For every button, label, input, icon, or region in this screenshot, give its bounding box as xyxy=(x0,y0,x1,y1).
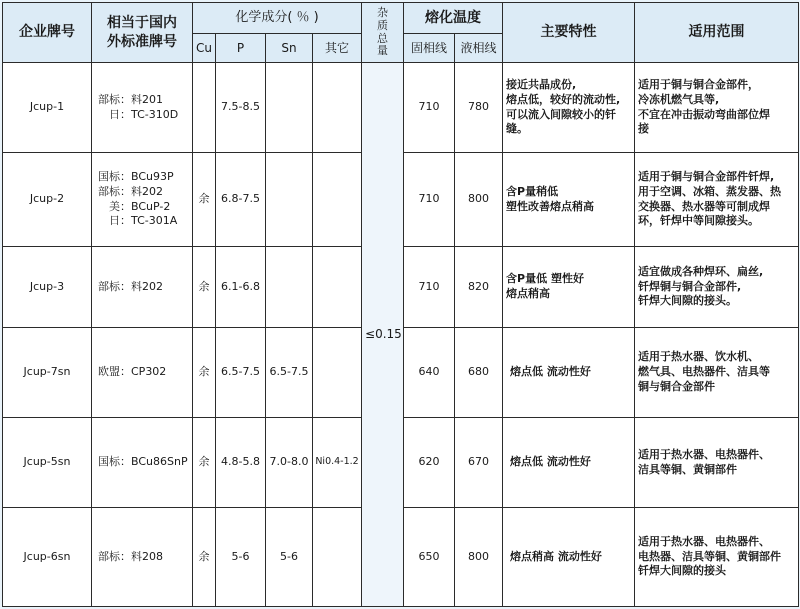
sn-cell: 7.0-8.0 xyxy=(266,418,313,508)
p-cell: 6.8-7.5 xyxy=(216,153,266,247)
p-cell: 5-6 xyxy=(216,508,266,607)
features-cell: 熔点低 流动性好 xyxy=(503,328,635,418)
equivalent-cell: 部标：料201 日：TC-310D xyxy=(92,63,193,153)
header-solidus: 固相线 xyxy=(404,34,455,63)
solidus-cell: 710 xyxy=(404,63,455,153)
features-cell: 含P量低 塑性好 熔点稍高 xyxy=(503,247,635,328)
header-cu: Cu xyxy=(193,34,216,63)
other-cell xyxy=(313,63,362,153)
other-cell: Ni0.4-1.2 xyxy=(313,418,362,508)
liquidus-cell: 800 xyxy=(455,508,503,607)
header-brand: 企业牌号 xyxy=(3,3,92,63)
header-equivalent: 相当于国内 外标准牌号 xyxy=(92,3,193,63)
equivalent-cell: 国标：BCu86SnP xyxy=(92,418,193,508)
sn-cell xyxy=(266,247,313,328)
solidus-cell: 710 xyxy=(404,153,455,247)
header-sn: Sn xyxy=(266,34,313,63)
cu-cell xyxy=(193,63,216,153)
features-cell: 熔点低 流动性好 xyxy=(503,418,635,508)
cu-cell: 余 xyxy=(193,508,216,607)
equivalent-cell: 欧盟：CP302 xyxy=(92,328,193,418)
other-cell xyxy=(313,153,362,247)
solidus-cell: 620 xyxy=(404,418,455,508)
header-usage: 适用范围 xyxy=(635,3,799,63)
features-cell: 熔点稍高 流动性好 xyxy=(503,508,635,607)
usage-cell: 适用于热水器、电热器件、 洁具等铜、黄铜部件 xyxy=(635,418,799,508)
solidus-cell: 710 xyxy=(404,247,455,328)
impurity-total-cell: ≤0.15 xyxy=(362,63,404,607)
header-other: 其它 xyxy=(313,34,362,63)
usage-cell: 适用于热水器、电热器件、 电热器、洁具等铜、黄铜部件 钎焊大间隙的接头 xyxy=(635,508,799,607)
usage-cell: 适用于热水器、饮水机、 燃气具、电热器件、洁具等 铜与铜合金部件 xyxy=(635,328,799,418)
liquidus-cell: 680 xyxy=(455,328,503,418)
liquidus-cell: 800 xyxy=(455,153,503,247)
usage-cell: 适用于铜与铜合金部件钎焊, 用于空调、冰箱、蒸发器、热 交换器、热水器等可制成焊 环，钎焊中等间隙接头。 xyxy=(635,153,799,247)
p-cell: 6.1-6.8 xyxy=(216,247,266,328)
brand-cell: Jcup-5sn xyxy=(3,418,92,508)
solidus-cell: 650 xyxy=(404,508,455,607)
brand-cell: Jcup-7sn xyxy=(3,328,92,418)
cu-cell: 余 xyxy=(193,247,216,328)
brand-cell: Jcup-1 xyxy=(3,63,92,153)
cu-cell: 余 xyxy=(193,153,216,247)
cu-cell: 余 xyxy=(193,418,216,508)
features-cell: 接近共晶成份, 熔点低，较好的流动性, 可以流入间隙较小的钎 缝。 xyxy=(503,63,635,153)
equivalent-cell: 部标：料202 xyxy=(92,247,193,328)
header-composition: 化学成分( ％ ) xyxy=(193,3,362,34)
liquidus-cell: 670 xyxy=(455,418,503,508)
features-cell: 含P量稍低 塑性改善熔点稍高 xyxy=(503,153,635,247)
header-liquidus: 液相线 xyxy=(455,34,503,63)
sn-cell: 5-6 xyxy=(266,508,313,607)
other-cell xyxy=(313,328,362,418)
sn-cell xyxy=(266,153,313,247)
brand-cell: Jcup-3 xyxy=(3,247,92,328)
liquidus-cell: 780 xyxy=(455,63,503,153)
p-cell: 7.5-8.5 xyxy=(216,63,266,153)
usage-cell: 适宜做成各种焊环、扁丝, 钎焊铜与铜合金部件, 钎焊大间隙的接头。 xyxy=(635,247,799,328)
equivalent-cell: 国标：BCu93P 部标：料202 美：BCuP-2 日：TC-301A xyxy=(92,153,193,247)
header-melting: 熔化温度 xyxy=(404,3,503,34)
sn-cell: 6.5-7.5 xyxy=(266,328,313,418)
other-cell xyxy=(313,508,362,607)
cu-cell: 余 xyxy=(193,328,216,418)
header-p: P xyxy=(216,34,266,63)
table-row xyxy=(3,63,799,153)
usage-cell: 适用于铜与铜合金部件， 冷冻机燃气具等, 不宜在冲击振动弯曲部位焊 接 xyxy=(635,63,799,153)
solidus-cell: 640 xyxy=(404,328,455,418)
header-impurity: 杂 质 总 量 xyxy=(362,3,404,63)
equivalent-cell: 部标：料208 xyxy=(92,508,193,607)
p-cell: 6.5-7.5 xyxy=(216,328,266,418)
brand-cell: Jcup-6sn xyxy=(3,508,92,607)
liquidus-cell: 820 xyxy=(455,247,503,328)
p-cell: 4.8-5.8 xyxy=(216,418,266,508)
other-cell xyxy=(313,247,362,328)
header-features: 主要特性 xyxy=(503,3,635,63)
sn-cell xyxy=(266,63,313,153)
brand-cell: Jcup-2 xyxy=(3,153,92,247)
solder-spec-table xyxy=(2,2,799,607)
